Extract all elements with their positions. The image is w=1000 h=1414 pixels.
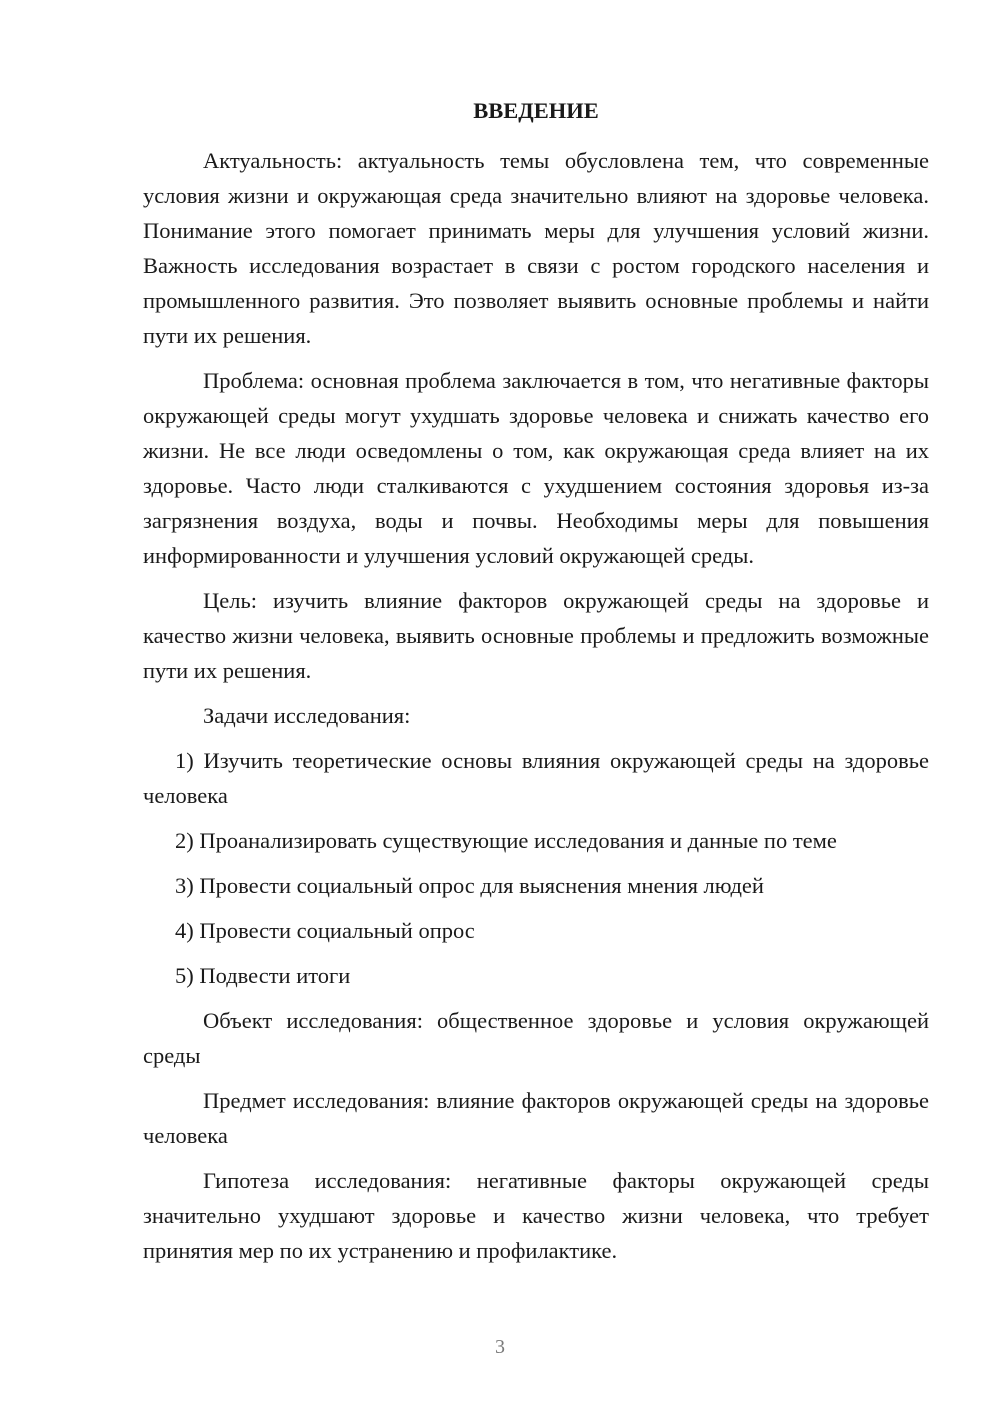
paragraph-problem: Проблема: основная проблема заключается в том, что негативные факторы окружающей среды могут ухудшать здоровье человека и снижать качество его жизни. Не все люди осведомлены о том, как окружающая среда влияет на их здоровье. Часто люди сталкиваются с ухудшением состояния здоровья из-за загрязнения воздуха, воды и почвы. Необходимы меры для повышения информированности и улучшения условий окружающей среды. <box>143 368 929 568</box>
paragraph-hypothesis: Гипотеза исследования: негативные факторы окружающей среды значительно ухудшают здоровье и качество жизни человека, что требует принятия мер по их устранению и профилактике. <box>143 1168 929 1263</box>
tasks-list <box>143 743 929 993</box>
task-item: 4) Провести социальный опрос <box>175 918 475 943</box>
tasks-heading: Задачи исследования: <box>203 703 411 728</box>
page-number: 3 <box>495 1336 505 1358</box>
paragraph-relevance: Актуальность: актуальность темы обусловлена тем, что современные условия жизни и окружающая среда значительно влияют на здоровье человека. Понимание этого помогает принимать меры для улучшения условий жизни. Важность исследования возрастает в связи с ростом городского населения и промышленного развития. Это позволяет выявить основные проблемы и найти пути их решения. <box>143 148 929 348</box>
task-item: 1) Изучить теоретические основы влияния окружающей среды на здоровье человека <box>143 748 929 808</box>
task-item: 3) Провести социальный опрос для выяснения мнения людей <box>175 873 764 898</box>
task-item: 5) Подвести итоги <box>175 963 351 988</box>
paragraph-object: Объект исследования: общественное здоровье и условия окружающей среды <box>143 1008 929 1068</box>
section-title: ВВЕДЕНИЕ <box>473 98 599 123</box>
paragraph-goal: Цель: изучить влияние факторов окружающей среды на здоровье и качество жизни человека, выявить основные проблемы и предложить возможные пути их решения. <box>143 588 929 683</box>
task-item: 2) Проанализировать существующие исследования и данные по теме <box>175 828 837 853</box>
paragraph-subject: Предмет исследования: влияние факторов окружающей среды на здоровье человека <box>143 1088 929 1148</box>
document-page <box>143 95 929 1278</box>
